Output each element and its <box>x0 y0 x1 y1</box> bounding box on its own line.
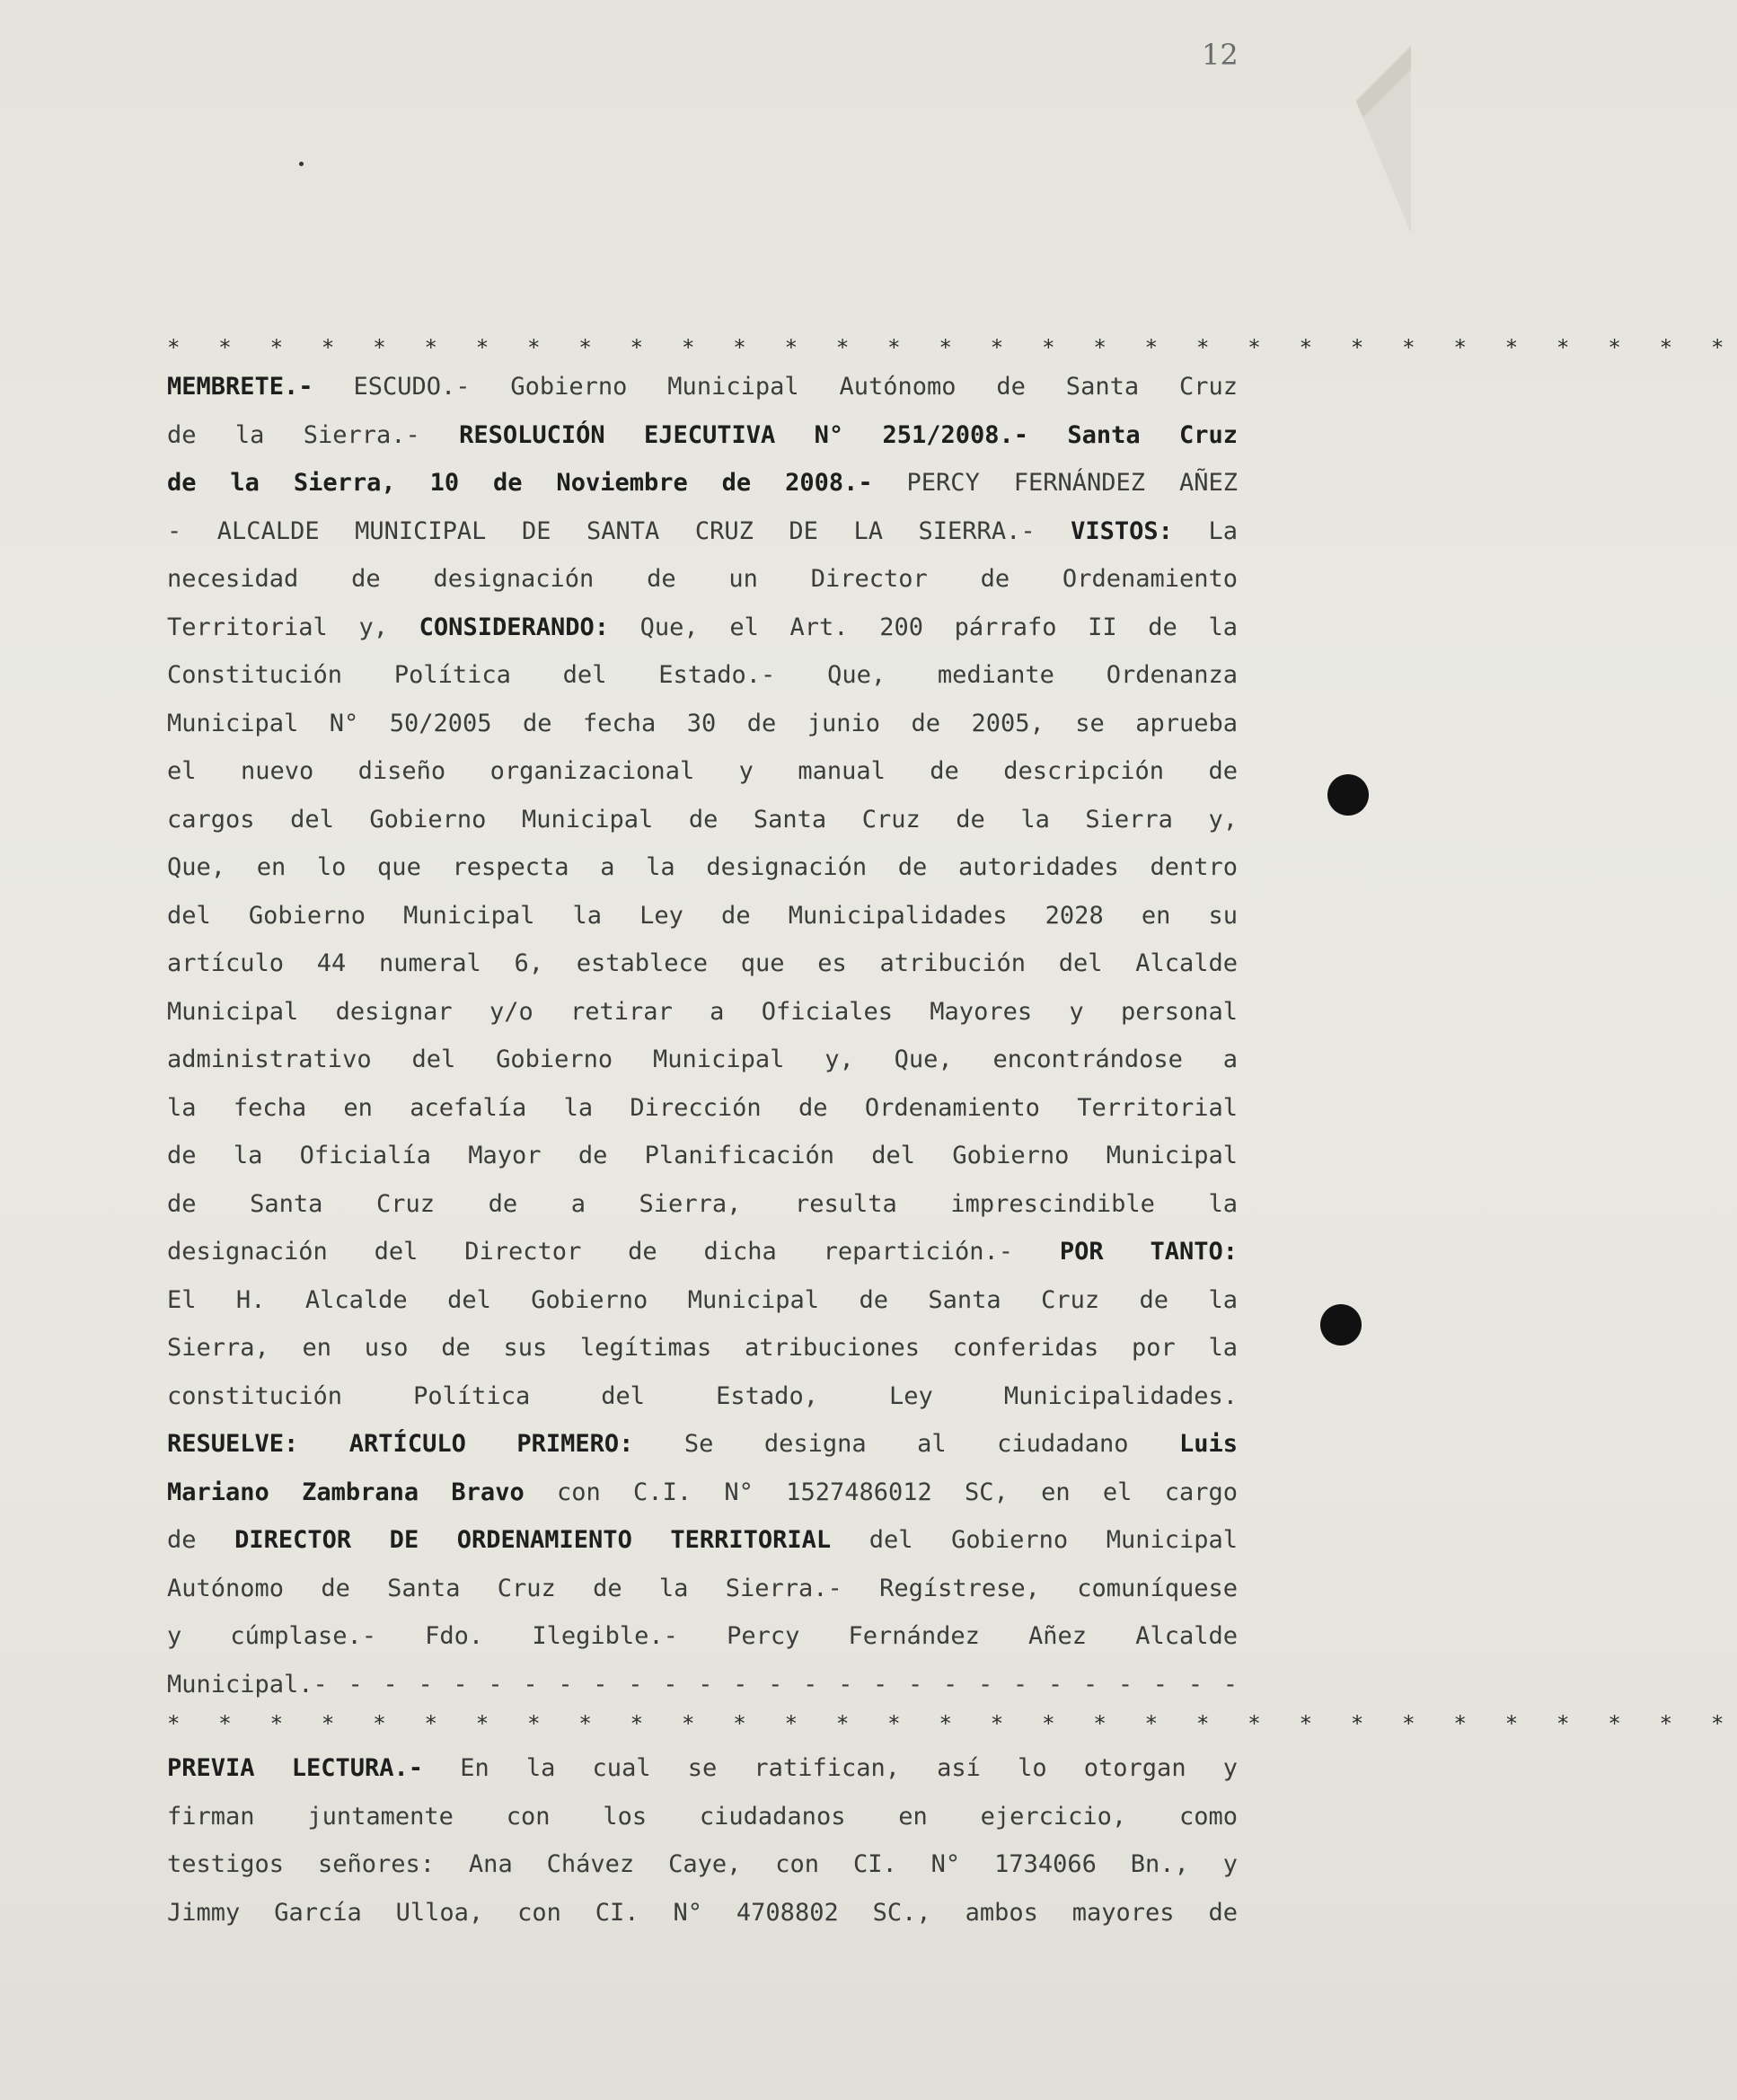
text-line: artículo 44 numeral 6, establece que es atribución del Alcalde <box>167 949 1238 977</box>
document-body <box>167 332 1737 1937</box>
text-line: - ALCALDE MUNICIPAL DE SANTA CRUZ DE LA SIERRA.- VISTOS: La <box>167 516 1238 545</box>
text-line: de Santa Cruz de a Sierra, resulta imprescindible la <box>167 1189 1238 1218</box>
text-line: de la Sierra.- RESOLUCIÓN EJECUTIVA N° 251/2008.- Santa Cruz <box>167 420 1238 449</box>
text-line: Municipal designar y/o retirar a Oficiales Mayores y personal <box>167 997 1238 1026</box>
text-line: designación del Director de dicha repartición.- POR TANTO: <box>167 1238 1238 1266</box>
text-line: Municipal N° 50/2005 de fecha 30 de junio de 2005, se aprueba <box>167 709 1238 737</box>
text-line: testigos señores: Ana Chávez Caye, con CI. N° 1734066 Bn., y <box>167 1850 1238 1878</box>
text-line: Jimmy García Ulloa, con CI. N° 4708802 SC., ambos mayores de <box>167 1898 1238 1927</box>
punch-hole-top <box>1327 774 1369 816</box>
text-line: el nuevo diseño organizacional y manual de descripción de <box>167 757 1238 785</box>
ink-speck <box>299 162 304 166</box>
text-line: Territorial y, CONSIDERANDO: Que, el Art. 200 párrafo II de la <box>167 613 1238 641</box>
text-line: de DIRECTOR DE ORDENAMIENTO TERRITORIAL del Gobierno Municipal <box>167 1526 1238 1554</box>
text-line: Que, en lo que respecta a la designación de autoridades dentro <box>167 853 1238 881</box>
text-line: Autónomo de Santa Cruz de la Sierra.- Regístrese, comuníquese <box>167 1574 1238 1602</box>
text-line: Municipal.- - - - - - - - - - - - - - - - - - - - - - - - - - - <box>167 1670 1238 1699</box>
text-line: y cúmplase.- Fdo. Ilegible.- Percy Fernández Añez Alcalde <box>167 1622 1238 1650</box>
punch-hole-bottom <box>1320 1304 1362 1346</box>
text-line: MEMBRETE.- ESCUDO.- Gobierno Municipal Autónomo de Santa Cruz <box>167 373 1238 401</box>
star-separator-bottom: * * * * * * * * * * * * * * * * * * * * * * * * * * * * * * * <box>167 1711 1737 1736</box>
text-line: RESUELVE: ARTÍCULO PRIMERO: Se designa al ciudadano Luis <box>167 1430 1238 1458</box>
text-line: del Gobierno Municipal la Ley de Municipalidades 2028 en su <box>167 901 1238 930</box>
text-line: de la Sierra, 10 de Noviembre de 2008.- PERCY FERNÁNDEZ AÑEZ <box>167 469 1238 497</box>
text-line: Constitución Política del Estado.- Que, mediante Ordenanza <box>167 661 1238 689</box>
text-line: Sierra, en uso de sus legítimas atribuciones conferidas por la <box>167 1334 1238 1362</box>
text-line: la fecha en acefalía la Dirección de Ordenamiento Territorial <box>167 1093 1238 1122</box>
text-line: PREVIA LECTURA.- En la cual se ratifican, así lo otorgan y <box>167 1754 1238 1782</box>
resolution-paragraph <box>167 363 1238 1708</box>
text-line: cargos del Gobierno Municipal de Santa Cruz de la Sierra y, <box>167 805 1238 834</box>
text-line: necesidad de designación de un Director de Ordenamiento <box>167 565 1238 593</box>
text-line: administrativo del Gobierno Municipal y, Que, encontrándose a <box>167 1046 1238 1073</box>
star-separator-top: * * * * * * * * * * * * * * * * * * * * * * * * * * * * * * * <box>167 335 1737 360</box>
text-line: firman juntamente con los ciudadanos en ejercicio, como <box>167 1802 1238 1831</box>
text-line: El H. Alcalde del Gobierno Municipal de Santa Cruz de la <box>167 1285 1238 1314</box>
page-number: 12 <box>1202 38 1239 72</box>
previa-lectura-paragraph <box>167 1744 1238 1937</box>
text-line: Mariano Zambrana Bravo con C.I. N° 1527486012 SC, en el cargo <box>167 1478 1238 1506</box>
text-line: de la Oficialía Mayor de Planificación del Gobierno Municipal <box>167 1142 1238 1169</box>
folded-corner <box>1249 0 1411 234</box>
text-line: constitución Política del Estado, Ley Municipalidades. <box>167 1381 1238 1410</box>
